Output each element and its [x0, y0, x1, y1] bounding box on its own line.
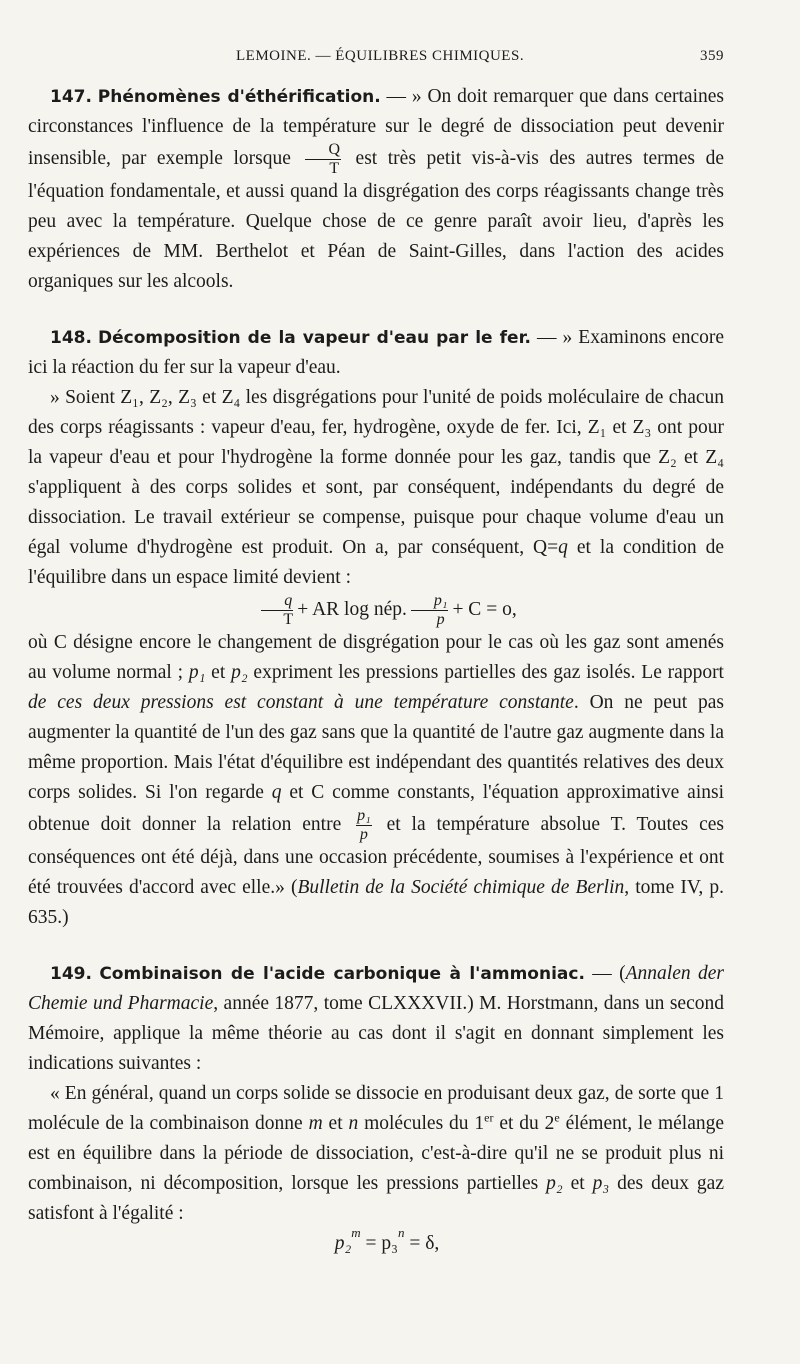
section-148 — [28, 323, 724, 383]
superscript: e — [554, 1110, 560, 1125]
paragraph-text: élément, le mélange est en équilibre dans la période de dissociation, c'est-à-dire qu'il ne se produit plus ni combinaison, ni décomposition, lorsque les pressions partielles — [28, 1113, 725, 1194]
fraction — [356, 808, 372, 843]
citation: Annalen der Chemie und Pharmacie — [28, 963, 724, 1014]
superscript: er — [484, 1110, 494, 1125]
numerator: p₁ — [357, 807, 371, 824]
paragraph-text: et — [322, 1113, 349, 1134]
page-number: 359 — [700, 48, 724, 64]
variable: p₁ — [188, 662, 206, 683]
paragraph-text: et C comme constants, l'équation approximative ainsi obtenue doit donner la relation entre — [28, 782, 724, 835]
section-title: Décomposition de la vapeur d'eau par le fer. — [97, 328, 531, 348]
equation-dissociation — [28, 1225, 724, 1259]
paragraph-text: , année 1877, tome CLXXXVII.) M. Horstmann, dans un second Mémoire, applique la même théorie au cas dont il s'agit en donnant simplement les indications suivantes : — [28, 993, 724, 1074]
section-title: Phénomènes d'éthérification. — [97, 87, 381, 107]
equation-text: + AR log nép. — [297, 598, 407, 620]
variable: p₂ — [334, 1233, 352, 1254]
paragraph-text: est très petit vis-à-vis des autres termes de l'équation fondamentale, et aussi quand la disgrégation des corps réagissants change très peu avec la température. Quelque chose de ce genre paraît avoir lieu, d'après les expériences de MM. Berthelot et Péan de Saint-Gilles, dans l'action des acides organiques sur les alcools. — [28, 147, 724, 292]
variable: n — [348, 1113, 359, 1134]
paragraph-text: — » On doit remarquer que dans certaines circonstances l'influence de la température sur le degré de dissociation peut devenir insensible, par exemple lorsque — [28, 86, 725, 169]
paragraph — [28, 628, 724, 933]
paragraph-text: où C désigne encore le changement de disgrégation pour le cas où les gaz sont amenés au volume normal ; — [28, 632, 724, 683]
paragraph — [28, 383, 724, 593]
paragraph-text: — » Examinons encore ici la réaction du fer sur la vapeur d'eau. — [28, 327, 725, 378]
variable: p₂ — [546, 1173, 563, 1194]
paragraph-text: » Soient Z₁, Z₂, Z₃ et Z₄ les disgrégations pour l'unité de poids moléculaire de chacun des corps réagissants : vapeur d'eau, fer, hydrogène, oxyde de fer. Ici, Z₁ et Z₃ ont pour la vapeur d'eau et pour l'hydrogène la forme donnée pour les gaz, tandis que Z₂ et Z₄ s'appliquent à des corps solides et sont, par conséquent, indépendants du degré de dissociation. Le travail extérieur se compense, puisque pour chaque volume d'eau un égal volume d'hydrogène est produit. On a, par conséquent, Q= — [28, 387, 724, 558]
denominator: T — [283, 611, 294, 628]
paragraph-text: « En général, quand un corps solide se dissocie en produisant deux gaz, de sorte que 1 molécule de la combinaison donne — [28, 1083, 724, 1134]
variable: m — [308, 1113, 323, 1134]
equation-text: + C = o, — [452, 598, 517, 620]
numerator: p₁ — [411, 593, 449, 611]
paragraph-text: , tome IV, p. 635.) — [28, 877, 724, 928]
equation-text: = δ, — [404, 1233, 440, 1254]
fraction-q-over-t — [305, 142, 341, 177]
variable: p₃ — [592, 1173, 610, 1194]
paragraph-text: expriment les pressions partielles des gaz isolés. Le rapport — [247, 662, 724, 683]
variable: p₂ — [231, 662, 248, 683]
running-head: LEMOINE. — ÉQUILIBRES CHIMIQUES. — [236, 48, 525, 64]
numerator: q — [261, 593, 293, 611]
denominator: p — [436, 611, 445, 628]
emphasis: de ces deux pressions est constant à une température constante — [28, 692, 574, 713]
denominator: T — [329, 160, 340, 177]
equation-equilibrium — [28, 593, 724, 628]
section-149 — [28, 959, 724, 1079]
body-text — [28, 82, 724, 1259]
section-title: Combinaison de l'acide carbonique à l'ammoniac. — [99, 964, 585, 984]
paragraph-text: et — [562, 1173, 593, 1194]
page-header — [0, 48, 800, 72]
section-number: 148. — [50, 328, 92, 348]
section-147 — [28, 82, 724, 297]
fraction — [261, 593, 293, 628]
exponent: m — [351, 1225, 361, 1240]
section-number: 147. — [50, 87, 92, 107]
paragraph-text: — ( — [584, 963, 626, 984]
citation: Bulletin de la Société chimique de Berlin — [297, 877, 625, 898]
paragraph-text: des deux gaz satisfont à l'égalité : — [28, 1173, 724, 1224]
paragraph-text: et — [205, 662, 232, 683]
fraction — [411, 593, 449, 628]
variable: q — [558, 537, 568, 558]
paragraph-text: et la condition de l'équilibre dans un espace limité devient : — [28, 537, 724, 588]
paragraph-text: molécules du 1 — [358, 1113, 485, 1134]
paragraph — [28, 1079, 724, 1229]
numerator: Q — [305, 142, 341, 160]
denominator: p — [359, 826, 368, 843]
paragraph-text: . On ne peut pas augmenter la quantité de l'un des gaz sans que la quantité de l'autre gaz augmente dans la même proportion. Mais l'état d'équilibre est indépendant des quantités relatives des deux corps solides. Si l'on regarde — [28, 692, 724, 803]
paragraph-text: et la température absolue T. Toutes ces conséquences ont été déjà, dans une occasion précédente, soumises à l'expérience et ont été trouvées d'accord avec elle.» ( — [28, 813, 724, 898]
equation-text: = p₃ — [360, 1233, 398, 1254]
section-number: 149. — [50, 964, 92, 984]
paragraph-text: et du 2 — [493, 1113, 555, 1134]
exponent: n — [397, 1225, 405, 1240]
variable: q — [271, 782, 282, 803]
